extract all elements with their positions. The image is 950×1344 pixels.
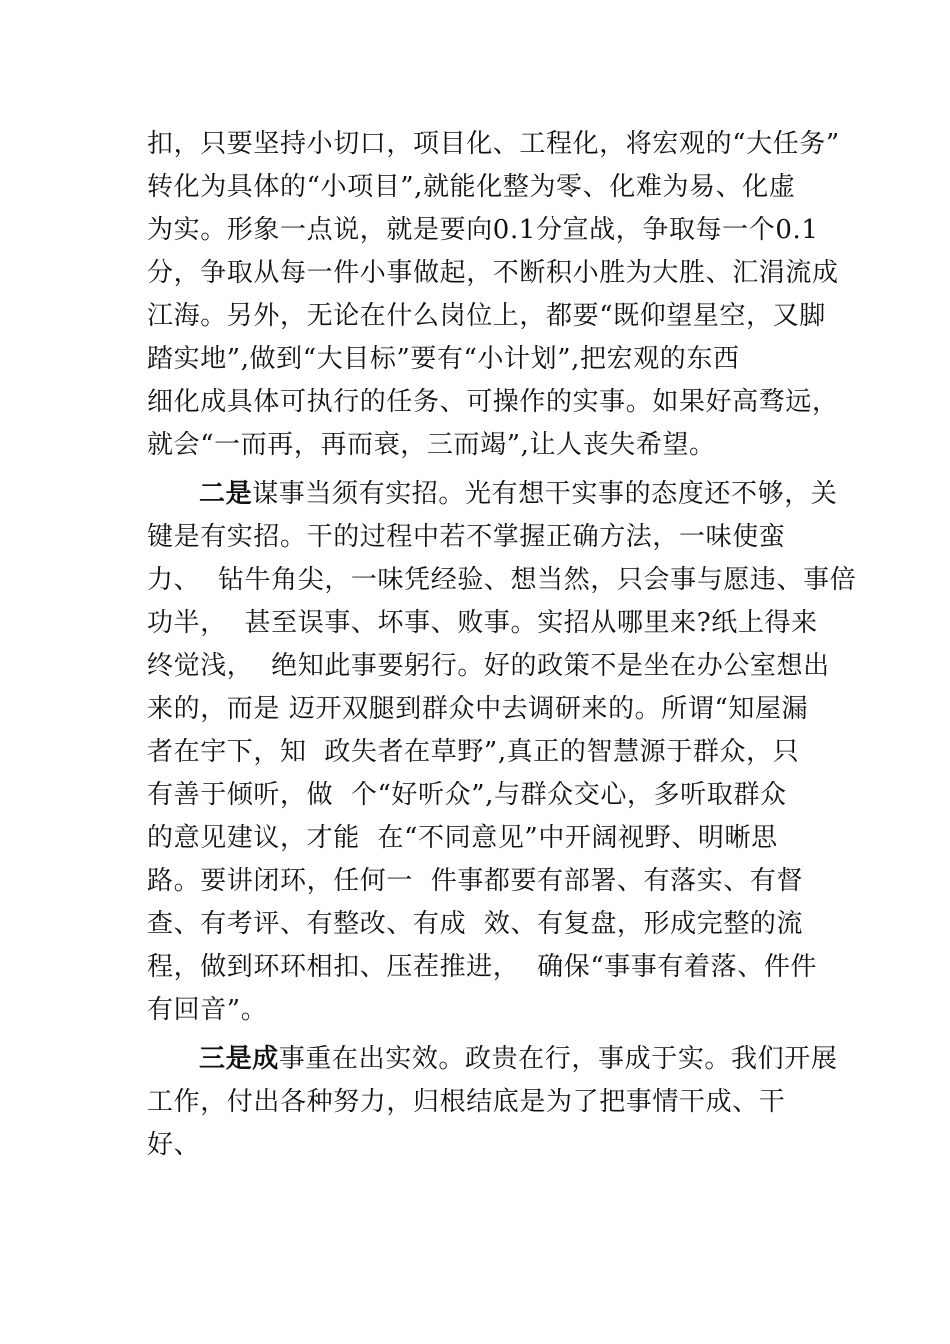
text-line: 者在宇下，知 政失者在草野”,真正的智慧源于群众，只 bbox=[147, 737, 800, 767]
text-line: 转化为具体的“小项目”,就能化整为零、化难为易、化虚 bbox=[147, 172, 796, 202]
text-line: 终觉浅， 绝知此事要躬行。好的政策不是坐在办公室想出 bbox=[147, 651, 830, 681]
text-line: 分，争取从每一件小事做起，不断积小胜为大胜、汇涓流成 bbox=[147, 258, 839, 288]
text-line: 为实。形象一点说，就是要向0.1分宣战，争取每一个0.1 bbox=[147, 215, 819, 245]
text-line: 好、 bbox=[147, 1130, 201, 1160]
text-line: 工作，付出各种努力，归根结底是为了把事情干成、干 bbox=[147, 1087, 786, 1117]
text-line: 江海。另外，无论在什么岗位上，都要“既仰望星空，又脚 bbox=[147, 301, 826, 331]
text-line: 键是有实招。干的过程中若不掌握正确方法，一味使蛮 bbox=[147, 522, 786, 552]
text-line: 扣，只要坚持小切口，项目化、工程化，将宏观的“大任务” bbox=[147, 129, 840, 159]
paragraph-first-line bbox=[199, 474, 837, 514]
text-line: 路。要讲闭环，任何一 件事都要有部署、有落实、有督 bbox=[147, 866, 804, 896]
text-line: 细化成具体可执行的任务、可操作的实事。如果好高骛远， bbox=[147, 387, 839, 417]
paragraph-first-line bbox=[199, 1039, 837, 1079]
text-line: 有善于倾听，做 个“好听众”,与群众交心，多听取群众 bbox=[147, 780, 787, 810]
text-line: 查、有考评、有整改、有成 效、有复盘，形成完整的流 bbox=[147, 909, 804, 939]
paragraph-first-line-text: 谋事当须有实招。光有想干实事的态度还不够，关 bbox=[252, 479, 838, 509]
text-line: 有回音”。 bbox=[147, 995, 268, 1025]
text-line: 的意见建议，才能 在“不同意见”中开阔视野、明晰思 bbox=[147, 823, 778, 853]
text-line: 程，做到环环相扣、压茬推进， 确保“事事有着落、件件 bbox=[147, 952, 818, 982]
paragraph-first-line-text: 事重在出实效。政贵在行，事成于实。我们开展 bbox=[278, 1044, 838, 1074]
text-line: 力、 钻牛角尖，一味凭经验、想当然，只会事与愿违、事倍 bbox=[147, 565, 857, 595]
text-line: 来的，而是 迈开双腿到群众中去调研来的。所谓“知屋漏 bbox=[147, 694, 809, 724]
paragraph-lead: 三是成 bbox=[199, 1044, 279, 1074]
text-line: 踏实地”,做到“大目标”要有“小计划”,把宏观的东西 bbox=[147, 344, 740, 374]
text-line: 功半， 甚至误事、坏事、败事。实招从哪里来?纸上得来 bbox=[147, 608, 818, 638]
text-line: 就会“一而再，再而衰，三而竭”,让人丧失希望。 bbox=[147, 430, 716, 460]
paragraph-lead: 二是 bbox=[199, 479, 253, 509]
